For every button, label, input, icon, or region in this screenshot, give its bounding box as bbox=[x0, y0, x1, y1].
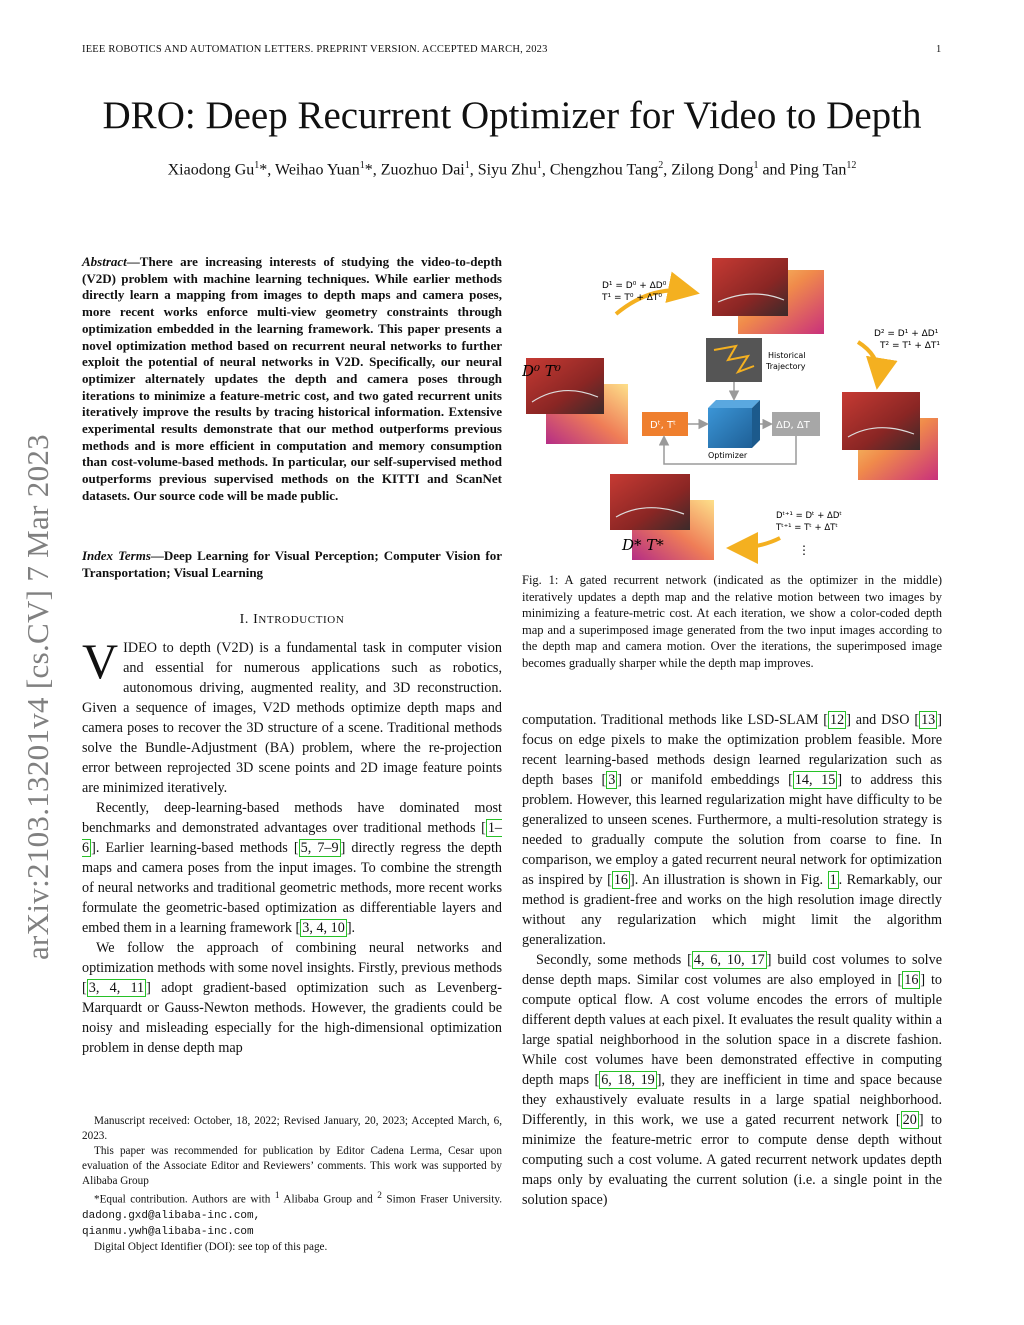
paragraph-text: ]. An illustration is shown in Fig. bbox=[630, 872, 828, 888]
eq-top-1: D¹ = D⁰ + ΔD⁰ bbox=[602, 281, 667, 291]
paragraph-text: . Remarkably, our method is gradient-free and works on the high resolution image directly without any regularization which might limit the algorithm generalization. bbox=[522, 872, 942, 948]
author-name: Siyu Zhu bbox=[477, 161, 537, 179]
label-start: D⁰ T⁰ bbox=[522, 362, 561, 380]
paragraph-text: ]. Earlier learning-based methods [ bbox=[91, 840, 299, 856]
citation-link[interactable]: 20 bbox=[902, 1112, 917, 1128]
paragraph-text: ] build cost volumes to solve dense depth maps. Similar cost volumes are also employed in [ bbox=[522, 952, 942, 988]
author-affiliation-mark: 1 bbox=[536, 160, 542, 171]
paragraph-text: computation. Traditional methods like LSD-SLAM [ bbox=[522, 712, 829, 728]
citation-link[interactable]: 14, 15 bbox=[794, 772, 836, 788]
iteration-2-images bbox=[842, 392, 938, 480]
paragraph-text: ] to compute optical flow. A cost volume encodes the errors of multiple different depth values at each pixel. It evaluates the result quality within a large spatial neighborhood in the solution space in a discrete fashion. While cost volumes have been demonstrated effective in computing depth maps [ bbox=[522, 972, 942, 1088]
paragraph-text: ]. bbox=[346, 920, 356, 936]
footnote-doi: Digital Object Identifier (DOI): see top of this page. bbox=[94, 1240, 328, 1253]
citation-link[interactable]: 3 bbox=[608, 772, 616, 788]
citation-link[interactable]: 16 bbox=[613, 872, 629, 888]
right-column-body bbox=[522, 710, 942, 1210]
eq-top-2: T¹ = T⁰ + ΔT⁰ bbox=[602, 293, 662, 303]
intro-p1-text: IDEO to depth (V2D) is a fundamental task in computer vision and essential for numerous applications such as robotics, autonomous driving, augmented reality, and 3D reconstruction. Given a sequence of images, V2D methods optimize depth maps and camera poses to recover the 3D structure of a scene. Traditional methods solve the Bundle-Adjustment (BA) problem, where the re-projection error between reprojected 3D scene points and 2D image feature points are minimized iteratively. bbox=[82, 640, 502, 796]
citation-link[interactable]: 6, 18, 19 bbox=[601, 1072, 655, 1088]
section-number: I. bbox=[239, 612, 249, 627]
arrow-right bbox=[858, 342, 879, 382]
intro-paragraph-1 bbox=[82, 633, 502, 798]
figure-caption: Fig. 1: A gated recurrent network (indicated as the optimizer in the middle) iteratively updates a depth map and the relative motion between two images by minimizing a feature-metric cost. At each iteration, we show a color-coded depth map and a superimposed image generated from the two input images according to the depth map and camera motion. Over the iterations, the superimposed image becomes gradually sharper while the depth map improves. bbox=[522, 573, 942, 670]
paragraph-text: ] focus on edge pixels to make the optimization problem feasible. More recent learning-based methods design learned regularization such as depth bases [ bbox=[522, 712, 942, 788]
citation-link[interactable]: 4, 6, 10, 17 bbox=[693, 952, 765, 968]
trajectory-label-1: Historical bbox=[768, 351, 806, 360]
paragraph-text: ] directly regress the depth maps and camera poses from the input images. To combine the strength of neural networks and traditional geometric methods, more recent works formulate the geometric-based optimization as differentiable layers and embed them in a learning framework [ bbox=[82, 840, 502, 936]
footnote-received: Manuscript received: October, 18, 2022; Revised January, 20, 2023; Accepted March, 6, 2023. bbox=[82, 1115, 502, 1142]
figure-diagram bbox=[522, 252, 942, 568]
footnote-affiliations bbox=[82, 1189, 502, 1240]
citation-link[interactable]: 3, 4, 11 bbox=[88, 980, 145, 996]
footnote-recommended: This paper was recommended for publication by Editor Cadena Lerma, Cesar upon evaluation of the Associate Editor and Reviewers’ comments. This work was supported by Alibaba Group bbox=[82, 1145, 502, 1187]
footnote-aff2-mark: 2 bbox=[377, 1191, 382, 1201]
index-terms bbox=[82, 548, 502, 581]
page-number: 1 bbox=[936, 44, 942, 55]
author-name: Weihao Yuan bbox=[275, 161, 360, 179]
footnote-equal: *Equal contribution. Authors are with bbox=[94, 1193, 275, 1206]
index-terms-label: Index Terms bbox=[82, 548, 151, 563]
optimizer-label: Optimizer bbox=[708, 451, 748, 460]
email-link-2[interactable]: qianmu.ywh@alibaba-inc.com bbox=[82, 1225, 254, 1238]
paragraph-text: ] to address this problem. However, this learned regularization might have difficulty to be generalized to unseen scenes. Furthermore, a multi-resolution strategy is needed to gradually compute the solution from coarse to fine. In comparison, we employ a gated recurrent neural network for optimization as inspired by [ bbox=[522, 772, 943, 888]
eq-right-2: T² = T¹ + ΔT¹ bbox=[880, 341, 940, 351]
author-name: Chengzhou Tang bbox=[549, 161, 659, 179]
intro-paragraph-3 bbox=[82, 938, 502, 1058]
author-affiliation-mark: 1 bbox=[359, 160, 365, 171]
citation-link[interactable]: 1 bbox=[829, 872, 837, 888]
abstract-text: —There are increasing interests of studying the video-to-depth (V2D) problem with machine learning techniques. While earlier methods directly learn a mapping from images to depth maps and camera poses, more recent works enforce multi-view geometry constraints through optimization embedded in the learning framework. This paper presents a novel optimization method based on recurrent neural networks to further exploit the potential of neural networks in V2D. Specifically, our neural optimizer alternately updates the depth and camera poses through iterations to minimize a feature-metric cost, and two gated recurrent units iteratively improve the results by tracing historical information. Extensive experimental results demonstrate that our method outperforms previous methods and is more efficient in computation and memory consumption than cost-volume-based methods. In particular, our self-supervised method outperforms previous supervised methods on the KITTI and ScanNet datasets. Our source code will be made public. bbox=[82, 254, 502, 503]
citation-link[interactable]: 3, 4, 10 bbox=[302, 920, 345, 936]
trajectory-box bbox=[706, 338, 762, 382]
paragraph-text: ] adopt gradient-based optimization such as Levenberg-Marquardt or Gauss-Newton methods. However, the gradients could be noisy and misleading especially for the high-dimensional optimization problem in dense depth map bbox=[82, 980, 502, 1056]
right-paragraph-2 bbox=[522, 950, 942, 1210]
right-paragraph-1 bbox=[522, 710, 942, 950]
eq-bottom-2: Tᵗ⁺¹ = Tᵗ + ΔTᵗ bbox=[776, 523, 838, 533]
iteration-1-images bbox=[712, 258, 824, 334]
citation-link[interactable]: 16 bbox=[904, 972, 919, 988]
author-name: Zuozhuo Dai bbox=[380, 161, 465, 179]
citation-link[interactable]: 1–6 bbox=[82, 820, 502, 856]
intro-paragraph-2 bbox=[82, 798, 502, 938]
paragraph-text: Recently, deep-learning-based methods have dominated most benchmarks and demonstrated advantages over traditional methods [ bbox=[82, 800, 502, 836]
author-list: Xiaodong Gu$^1$*, Weihao Yuan$^1$*, Zuozhuo Dai$^1$, Siyu Zhu$^1$, Chengzhou Tang$^2$, Zilong Dong$^1$ and Ping Tan$^{12}$ bbox=[167, 160, 857, 179]
paper-title: DRO: Deep Recurrent Optimizer for Video to Depth bbox=[102, 94, 922, 137]
intro-body bbox=[82, 633, 502, 1058]
figure-1 bbox=[522, 252, 942, 568]
ellipsis-dots: ⋮ bbox=[798, 543, 810, 557]
citation-link[interactable]: 13 bbox=[921, 712, 936, 728]
author-equal-mark: * bbox=[364, 161, 373, 179]
author-name: Xiaodong Gu bbox=[167, 161, 255, 179]
paragraph-text: We follow the approach of combining neural networks and optimization methods with some novel insights. Firstly, previous methods [ bbox=[82, 940, 502, 996]
footnote-aff1-mark: 1 bbox=[274, 1191, 280, 1201]
author-affiliation-mark: 1 bbox=[254, 160, 260, 171]
delta-box-label: ΔD, ΔT bbox=[776, 420, 810, 431]
author-equal-mark: * bbox=[259, 161, 268, 179]
footnotes bbox=[82, 1114, 502, 1255]
arxiv-stamp: arXiv:2103.13201v4 [cs.CV] 7 Mar 2023 bbox=[20, 434, 55, 960]
author-affiliation-mark: 1 bbox=[753, 160, 759, 171]
paragraph-text: Secondly, some methods [ bbox=[536, 952, 692, 968]
abstract-label: Abstract bbox=[82, 254, 127, 269]
author-affiliation-mark: 2 bbox=[658, 160, 664, 171]
eq-bottom-1: Dᵗ⁺¹ = Dᵗ + ΔDᵗ bbox=[776, 511, 842, 521]
paragraph-text: ] to minimize the feature-metric error to compute dense depth without computing such a cost volume. A gated recurrent network updates depth maps only by evaluating the current solution (i.e. a single point in the solution space) bbox=[522, 1112, 942, 1208]
footnote-aff2: Simon Fraser University. bbox=[381, 1193, 502, 1206]
citation-link[interactable]: 12 bbox=[830, 712, 845, 728]
author-affiliation-mark: 12 bbox=[846, 160, 857, 171]
index-terms-text: —Deep Learning for Visual Perception; Computer Vision for Transportation; Visual Learning bbox=[82, 548, 502, 580]
abstract bbox=[82, 254, 502, 505]
trajectory-label-2: Trajectory bbox=[766, 362, 806, 371]
section-title: INTRODUCTION bbox=[253, 612, 345, 627]
optimizer-cube bbox=[708, 400, 760, 448]
running-head: IEEE ROBOTICS AND AUTOMATION LETTERS. PREPRINT VERSION. ACCEPTED MARCH, 2023 bbox=[82, 44, 548, 55]
section-heading bbox=[82, 612, 502, 628]
state-box-label: Dᵗ, Tᵗ bbox=[650, 420, 677, 431]
author-affiliation-mark: 1 bbox=[464, 160, 470, 171]
citation-link[interactable]: 5, 7–9 bbox=[300, 840, 339, 856]
email-link-1[interactable]: dadong.gxd@alibaba-inc.com, bbox=[82, 1209, 261, 1222]
paragraph-text: ] or manifold embeddings [ bbox=[617, 772, 793, 788]
paragraph-text: ], they are inefficient in time and space because they exhaustively evaluate results in a large spatial neighborhood. Differently, in this work, we use a gated recurrent network [ bbox=[522, 1072, 942, 1128]
author-name: Ping Tan bbox=[789, 161, 847, 179]
author-name: Zilong Dong bbox=[671, 161, 754, 179]
dropcap-letter: V bbox=[82, 633, 119, 689]
eq-right-1: D² = D¹ + ΔD¹ bbox=[874, 329, 939, 339]
arrow-bottom bbox=[734, 538, 780, 548]
label-end: D* T* bbox=[622, 536, 664, 554]
paragraph-text: ] and DSO [ bbox=[846, 712, 920, 728]
footnote-aff1: Alibaba Group and bbox=[279, 1193, 378, 1206]
